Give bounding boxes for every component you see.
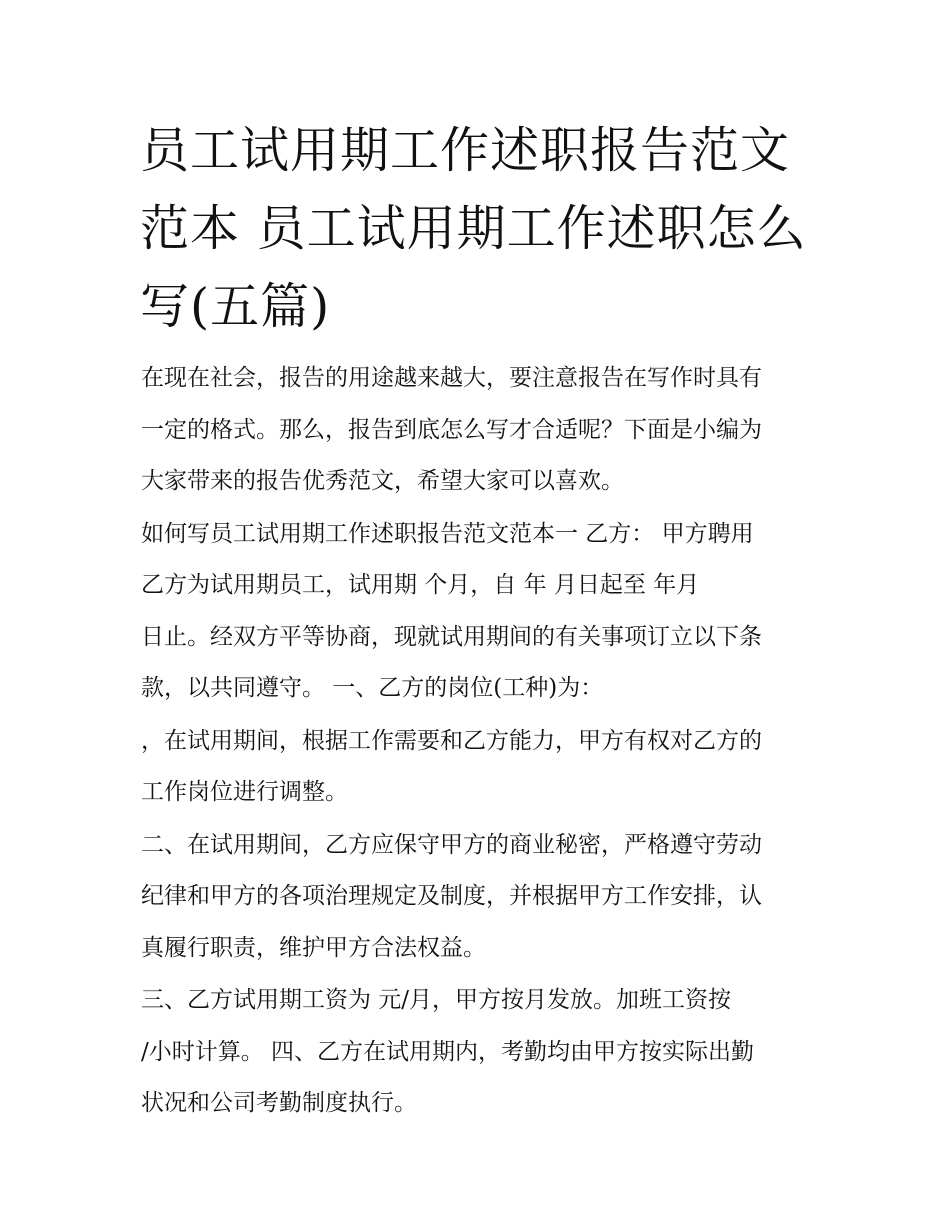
document-body [141,353,821,1131]
paragraph-position-adjustment: ，在试用期间，根据工作需要和乙方能力，甲方有权对乙方的 工作岗位进行调整。 [141,727,762,805]
paragraph-intro: 在现在社会，报告的用途越来越大，要注意报告在写作时具有 一定的格式。那么，报告到底怎么写才合适呢？下面是小编为 大家带来的报告优秀范文，希望大家可以喜欢。 [141,365,762,494]
paragraph-salary-attendance: 三、乙方试用期工资为 元/月，甲方按月发放。加班工资按 /小时计算。 四、乙方在试用期内，考勤均由甲方按实际出勤 状况和公司考勤制度执行。 [141,987,755,1116]
paragraph-contract-opening: 如何写员工试用期工作述职报告范文范本一 乙方： 甲方聘用 乙方为试用期员工，试用期 个月，自 年 月日起至 年月 日止。经双方平等协商，现就试用期间的有关事项订立以下条 款，以共同遵守。 一、乙方的岗位(工种)为： [141,520,762,701]
paragraph-confidentiality: 二、在试用期间，乙方应保守甲方的商业秘密，严格遵守劳动 纪律和甲方的各项治理规定及制度，并根据甲方工作安排，认 真履行职责，维护甲方合法权益。 [141,831,762,961]
document-title: 员工试用期工作述职报告范文 范本 员工试用期工作述职怎么 写(五篇) [140,122,807,335]
